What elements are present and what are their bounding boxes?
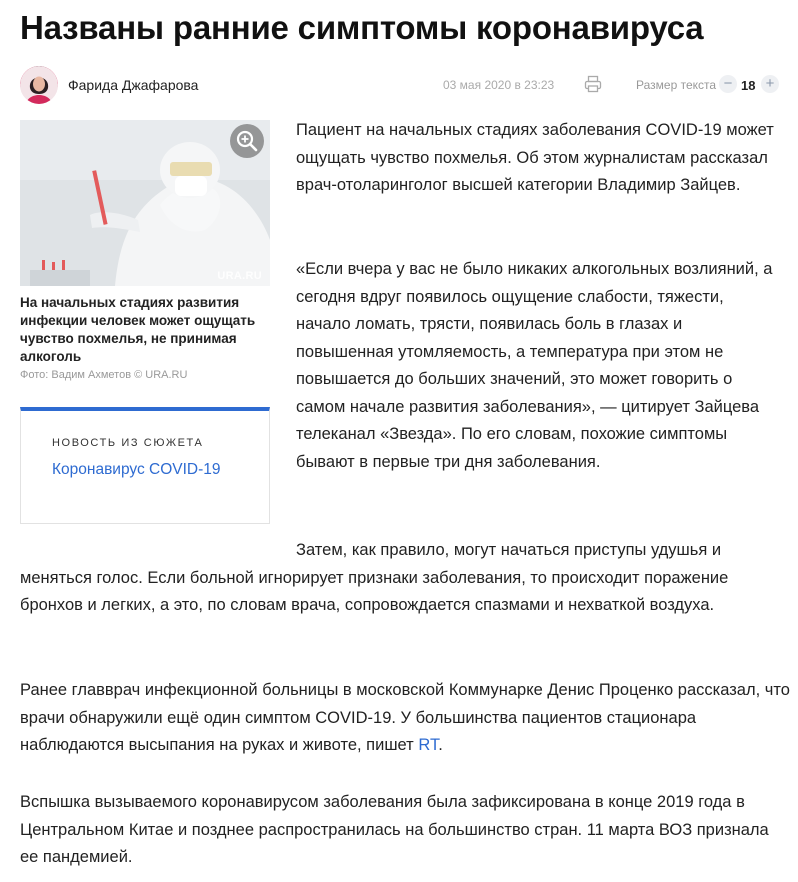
source-link-rt[interactable]: RT — [418, 736, 439, 754]
article-meta — [20, 64, 780, 106]
article-paragraph: «Если вчера у вас не было никаких алкогольных возлияний, а сегодня вдруг появилось ощущение слабости, тяжести, начало ломать, трясти, появилась боль в глазах и повышенная утомляемость, а температура при этом не повышается до больших значений, это может говорить о самом начале развития заболевания», — цитирует Зайцева телеканал «Звезда». По его словам, похожие симптомы бывают в первые три дня заболевания. — [296, 260, 773, 471]
decrease-text-size-button[interactable]: − — [719, 75, 737, 93]
increase-text-size-button[interactable]: + — [761, 75, 779, 93]
article-paragraph: Пациент на начальных стадиях заболевания COVID-19 может ощущать чувство похмелья. Об этом журналистам рассказал врач-отоларинголог высшей категории Владимир Зайцев. — [296, 121, 774, 194]
text-size-value: 18 — [741, 78, 756, 93]
photo-caption: На начальных стадиях развития инфекции человек может ощущать чувство похмелья, не принимая алкоголь — [20, 295, 256, 364]
article-title: Названы ранние симптомы коронавируса — [20, 9, 704, 46]
author-name[interactable]: Фарида Джафарова — [68, 77, 199, 93]
paragraph-end: . — [438, 736, 443, 754]
story-kicker: НОВОСТЬ ИЗ СЮЖЕТА — [52, 437, 204, 449]
story-link[interactable]: Коронавирус COVID-19 — [52, 461, 221, 478]
article-photo[interactable] — [20, 120, 270, 286]
article-paragraph — [20, 677, 790, 760]
text-size-label: Размер текста — [636, 78, 717, 92]
paragraph-text: Ранее главврач инфекционной больницы в московской Коммунарке Денис Проценко рассказал, что врачи обнаружили ещё один симптом COVID-19. У большинства пациентов стационара наблюдаются высыпания на руках и животе, пишет — [20, 681, 790, 754]
publish-date: 03 мая 2020 в 23:23 — [443, 78, 555, 92]
author-avatar[interactable] — [20, 66, 58, 104]
zoom-icon[interactable] — [230, 124, 264, 158]
print-icon[interactable] — [584, 75, 602, 93]
photo-credit: Фото: Вадим Ахметов © URA.RU — [20, 369, 188, 381]
article-paragraph: Затем, как правило, могут начаться приступы удушья и меняться голос. Если больной игнорирует признаки заболевания, то происходит поражение бронхов и легких, а это, по словам врача, сопровождается спазмами и нехваткой воздуха. — [20, 541, 729, 614]
photo-watermark: URA.RU — [217, 270, 262, 282]
story-card — [20, 407, 270, 524]
article-paragraph: Вспышка вызываемого коронавирусом заболевания была зафиксирована в конце 2019 года в Центральном Китае и позднее распространилась на большинство стран. 11 марта ВОЗ признала ее пандемией. — [20, 793, 769, 866]
